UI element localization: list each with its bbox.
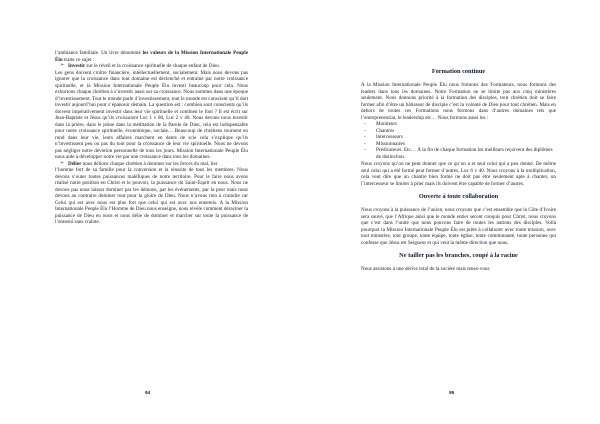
paragraph-intro	[55, 50, 248, 63]
intro-tail: traite ce sujet :	[62, 56, 95, 63]
paragraph-delier: l’homme fort de sa famille pour la conversion et la réussite de tous les membres. Nous devons s’outer toutes puissances maléfiques de notre territoire. Pour le faire nous avons réalisé notre position en Christ et le pouvoir, la puissance du Saint-Esprit en nous. Nous ne devons pas nous laisser dominer par les démons, par les événements, par la peur mais nous devons au contraire dominer tout pour la gloire de Dieu. Nous n’avons rien à craindre car Celui qui est avec nous est plus fort que celui qui est avec nos ennemis. A la Mission Internationale Peuple Élu l’Homme de Dieu nous enseigne, nous révèle comment déraciner la puissance de Dieu en nous et nous délie de dominer et marcher sur toute la puissance de l’ennemi sans crainte.	[55, 167, 248, 225]
training-list	[361, 121, 556, 160]
page-number-left: 94	[145, 391, 151, 396]
bullet-delier-head: Délier	[68, 160, 82, 167]
heading-collaboration: Ouverte à toute collaboration	[418, 193, 499, 200]
bullet-delier-body: nous délions chaque chrétien à dominer sur les forces du mal, lier	[81, 160, 218, 167]
intro-lead: l’ambiance familiale. Un livre dénommé	[55, 50, 143, 56]
book-title: les valeurs de la Mission Internationale Peuple Élu	[55, 50, 248, 63]
paragraph-investir	[55, 70, 248, 161]
investir-body-b: Luc 1 v 80, Luc 2 v 40. Nous devons nous investir dans la prière, dans le jeûne dans la méditation de la Parole de Dieu, cela est indispensable pour notre croissance spirituelle, économique, sociale… Beaucoup de chrétiens tournent en rond dans leur vie, leurs affaires marchent en dents de scie cela s’explique qu’ils n’investissent peu ou pas du tout pour la croissance de leur vie spirituelle. Nous ne devons pas négliger notre dévotion personnelle de tous les jours. Mission Internationale Peuple Élu nous aide à développer notre vie par une croissance dans tous les domaines.	[55, 115, 248, 160]
investir-italic: croissaient	[115, 115, 139, 121]
page-number-right: 95	[449, 391, 455, 396]
heading-branches: Ne tailler pas les branches, coupé à la racine	[399, 252, 518, 259]
list-item: - Intercesseurs	[364, 134, 403, 140]
right-page-text	[361, 68, 556, 273]
paragraph-formation: A la Mission Internationale Peuple Élu nous formons des Formateurs, nous formons des leaders dans tous les domaines. Notre Formation ne se limite pas aux cinq ministères seulement. Nous donnons priorité à la formation des disciples, tout chrétien doit se faire former afin d’être un bâtisseur de disciple c’est la volonté de Dieu pour tout chrétien. Mais en dehors de toutes ces Formations nous formons dans d’autres domaines tels que l’entrepreneuriat, le leadership etc… Nous formons aussi les :	[361, 82, 556, 121]
list-item: - Missionnaires	[364, 140, 405, 147]
paragraph-multiplication: Nous croyons qu’on ne peut donner que ce qu’on a et seul celui qui a peu donné. De même seul celui qui a été formé peut former d’autres. Luc 6 v 40. Nous croyons à la multiplication, cela veut dire que un chantre bien formé ne doit pas être seulement apte à chanter, un l’intercesseur se limiter à prier mais ils doivent être capable de former d’autres.	[361, 161, 556, 187]
paragraph-collaboration: Nous croyons à la puissance de l’union, nous croyons que c’est ensemble que la Côte d’Ivoire sera sauvé, que l’Afrique ainsi que le monde entier seront conquis pour Christ, nous croyons que c’est dans l’unité que nous pouvons faire de toutes les nations des disciples. Voilà pourquoi la Mission Internationale Peuple Élu est prête à collaborer avec toute mission, avec tout ministère, tout groupe, toute équipe, toute église, toute communauté, toute personne qui confesse que Jésus est Seigneur et qui veut la même direction que nous.	[361, 207, 556, 246]
left-page-text	[55, 50, 248, 226]
list-item: - Prédicateurs. Etc… À la fin de chaque formation les meilleurs reçoivent des diplômes de distinction.	[364, 147, 553, 160]
investir-body-a: Les gens doivent croître financière, intellectuellement, socialement. Mais nous devons pas ignorer que la croissance dans tout domaine est déclenché et entraîné par notre croissance spirituelle, et la Mission Internationale Peuple Élu investi beaucoup pour cela. Nous exhortons chaque chrétien à s’investir aussi sur sa croissance. Nous sommes dans une époque d’investissement. Tout le monde parle d’investissement, tout le monde est conscient qu’il doit investir aujourd’hui pour s’épanouir demain. La question est : combien sont conscients qu’ils doivent impérativement investir dans leur vie spirituelle et combien le font ? Il est écrit sur Jean-Baptiste et Jésus qu’ils	[55, 69, 248, 121]
bullet-investir-head: Investir	[68, 63, 86, 69]
arrow-bullet-icon: ➢	[60, 63, 65, 68]
heading-formation-continue: Formation continue	[431, 68, 486, 75]
list-item: - Chantres	[364, 127, 395, 134]
bullet-investir-body: sur le réveil et la croissance spirituelle de chaque enfant de Dieu.	[85, 63, 221, 69]
arrow-bullet-icon: ➢	[60, 160, 65, 166]
list-item: - Moniteurs	[364, 121, 398, 127]
paragraph-derive: Nous assistons à une dérive total de la société mais tenez-vous	[361, 266, 490, 272]
